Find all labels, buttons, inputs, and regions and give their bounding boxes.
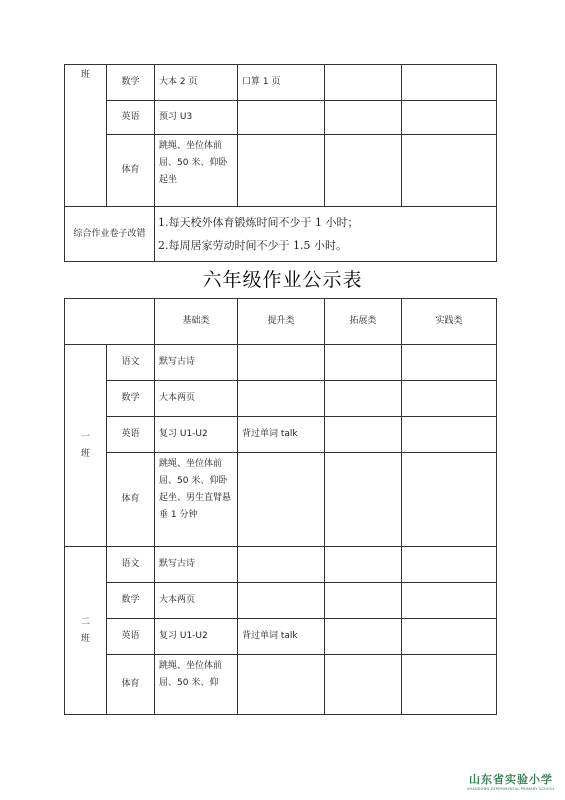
class-label-line: 班 bbox=[80, 633, 90, 644]
extend-cell bbox=[325, 619, 402, 655]
practice-cell bbox=[402, 345, 497, 381]
subject-cell: 语文 bbox=[107, 547, 155, 583]
school-logo-english: SHANDONG EXPERIMENTAL PRIMARY SCHOOL bbox=[467, 787, 555, 791]
header-extend: 拓展类 bbox=[325, 299, 402, 345]
subject-cell: 体育 bbox=[107, 135, 155, 207]
improve-cell: 背过单词 talk bbox=[238, 417, 325, 453]
basic-cell: 复习 U1-U2 bbox=[155, 417, 238, 453]
note-line-2: 2.每周居家劳动时间不少于 1.5 小时。 bbox=[158, 239, 347, 252]
class-label-line: 班 bbox=[80, 448, 90, 459]
extend-cell bbox=[325, 345, 402, 381]
practice-cell bbox=[402, 381, 497, 417]
subject-cell: 英语 bbox=[107, 417, 155, 453]
homework-table bbox=[64, 298, 497, 715]
improve-cell: 口算 1 页 bbox=[238, 65, 325, 101]
practice-cell bbox=[402, 417, 497, 453]
practice-cell bbox=[402, 135, 497, 207]
subject-cell: 数学 bbox=[107, 583, 155, 619]
subject-cell: 体育 bbox=[107, 655, 155, 715]
improve-cell: 背过单词 talk bbox=[238, 619, 325, 655]
header-blank bbox=[65, 299, 155, 345]
subject-cell: 英语 bbox=[107, 101, 155, 135]
header-basic: 基础类 bbox=[155, 299, 238, 345]
improve-cell bbox=[238, 381, 325, 417]
basic-cell: 大本两页 bbox=[155, 583, 238, 619]
improve-cell bbox=[238, 135, 325, 207]
extend-cell bbox=[325, 547, 402, 583]
homework-table-continued bbox=[64, 64, 497, 262]
class-label: 班 bbox=[65, 65, 107, 207]
extend-cell bbox=[325, 101, 402, 135]
class-label-line: 一 bbox=[80, 431, 90, 442]
school-logo-name: 山东省实验小学 bbox=[469, 773, 553, 786]
improve-cell bbox=[238, 583, 325, 619]
note-label: 综合作业卷子改错 bbox=[65, 207, 155, 262]
improve-cell bbox=[238, 345, 325, 381]
practice-cell bbox=[402, 655, 497, 715]
extend-cell bbox=[325, 381, 402, 417]
basic-cell: 跳绳、坐位体前屈、50 米、仰卧起坐 bbox=[155, 135, 238, 207]
basic-cell: 预习 U3 bbox=[155, 101, 238, 135]
extend-cell bbox=[325, 453, 402, 547]
basic-cell: 跳绳、坐位体前屈、50 米、仰 bbox=[155, 655, 238, 715]
header-improve: 提升类 bbox=[238, 299, 325, 345]
note-line-1: 1.每天校外体育锻炼时间不少于 1 小时； bbox=[158, 216, 359, 229]
improve-cell bbox=[238, 547, 325, 583]
extend-cell bbox=[325, 583, 402, 619]
class-label-2 bbox=[65, 547, 107, 715]
basic-cell: 复习 U1-U2 bbox=[155, 619, 238, 655]
extend-cell bbox=[325, 655, 402, 715]
practice-cell bbox=[402, 619, 497, 655]
extend-cell bbox=[325, 417, 402, 453]
header-practice: 实践类 bbox=[402, 299, 497, 345]
page-title: 六年级作业公示表 bbox=[202, 269, 363, 291]
subject-cell: 数学 bbox=[107, 381, 155, 417]
basic-cell: 默写古诗 bbox=[155, 345, 238, 381]
improve-cell bbox=[238, 655, 325, 715]
practice-cell bbox=[402, 547, 497, 583]
practice-cell bbox=[402, 583, 497, 619]
subject-cell: 语文 bbox=[107, 345, 155, 381]
subject-cell: 体育 bbox=[107, 453, 155, 547]
class-label-1 bbox=[65, 345, 107, 547]
practice-cell bbox=[402, 101, 497, 135]
subject-cell: 英语 bbox=[107, 619, 155, 655]
basic-cell: 默写古诗 bbox=[155, 547, 238, 583]
basic-cell: 大本 2 页 bbox=[155, 65, 238, 101]
subject-cell: 数学 bbox=[107, 65, 155, 101]
practice-cell bbox=[402, 453, 497, 547]
extend-cell bbox=[325, 135, 402, 207]
improve-cell bbox=[238, 101, 325, 135]
practice-cell bbox=[402, 65, 497, 101]
class-label-line: 二 bbox=[80, 616, 90, 627]
basic-cell: 大本两页 bbox=[155, 381, 238, 417]
school-logo bbox=[462, 773, 560, 792]
basic-cell: 跳绳、坐位体前屈、50 米、仰卧起坐、男生直臂悬垂 1 分钟 bbox=[155, 453, 238, 547]
improve-cell bbox=[238, 453, 325, 547]
note-content bbox=[155, 207, 497, 262]
extend-cell bbox=[325, 65, 402, 101]
